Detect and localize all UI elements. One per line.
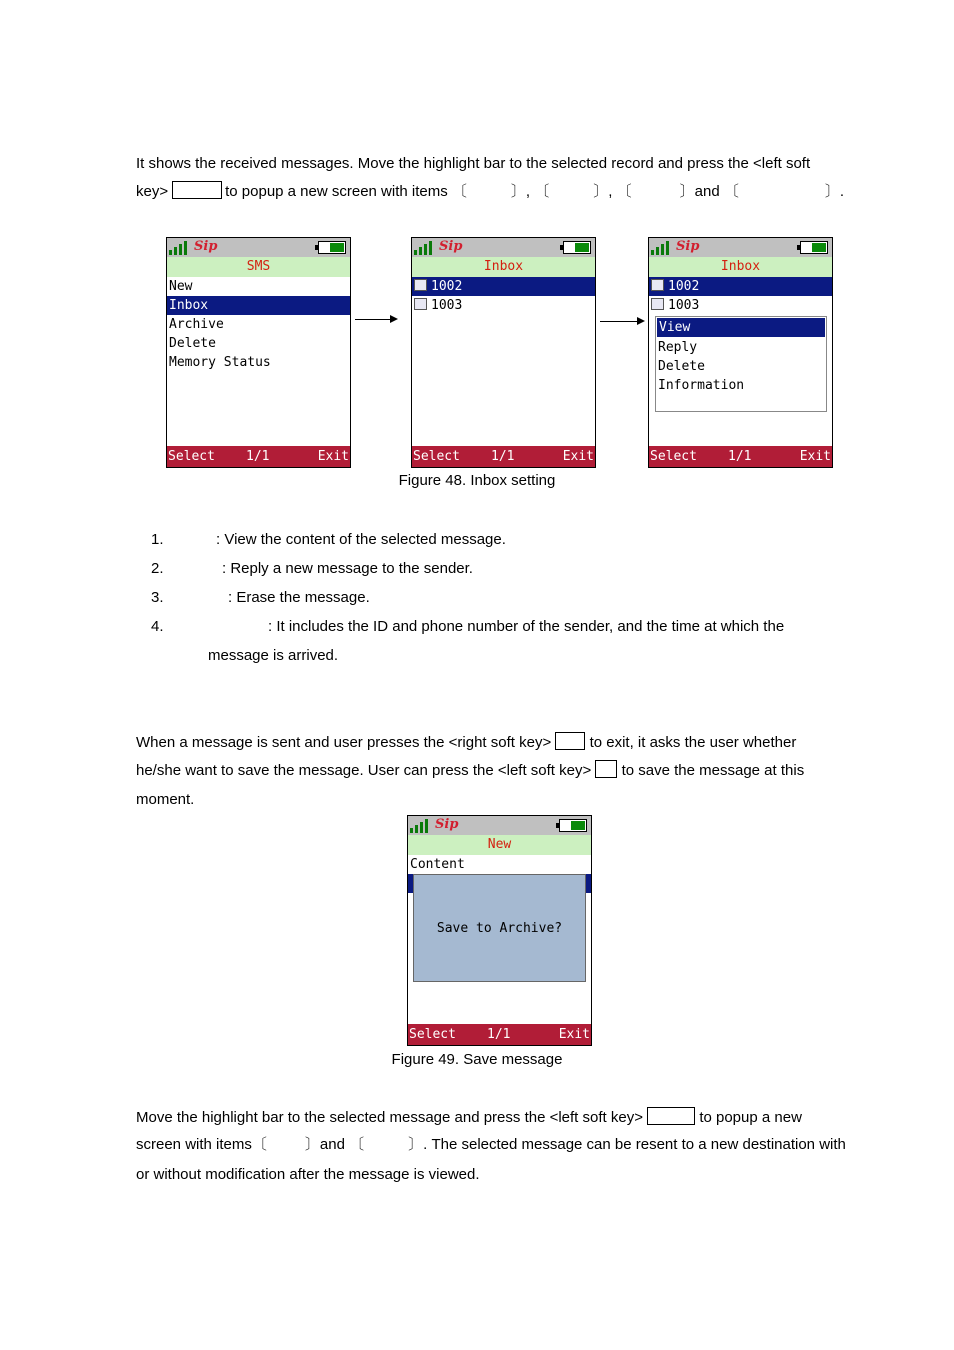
signal-icon — [414, 240, 438, 255]
screen-title: SMS — [167, 257, 350, 277]
para3-text: Move the highlight bar to the selected message and press the <left soft key> — [136, 1109, 643, 1126]
list-text: : Erase the message. — [228, 589, 370, 606]
menu-item-memory-status[interactable]: Memory Status — [169, 355, 271, 370]
phone-save-dialog — [407, 815, 592, 1046]
phone-inbox — [411, 237, 596, 468]
menu-item-content[interactable]: Content — [410, 857, 465, 872]
message-row[interactable] — [649, 277, 832, 296]
para3-line-1 — [136, 1104, 866, 1133]
para2-text: he/she want to save the message. User can press the <left soft key> — [136, 762, 592, 779]
page-indicator: 1/1 — [728, 449, 752, 464]
message-row[interactable] — [412, 296, 595, 315]
list-item — [151, 554, 851, 583]
page-indicator: 1/1 — [487, 1027, 511, 1042]
battery-icon — [800, 241, 828, 254]
figure-caption-49: Figure 49. Save message — [391, 1051, 563, 1068]
popup-item-reply[interactable]: Reply — [658, 340, 698, 355]
softkey-bar — [408, 1024, 591, 1045]
para3-text: . The selected message can be resent to a new destination with — [423, 1136, 846, 1153]
status-bar — [408, 816, 591, 835]
sip-logo: Sip — [439, 239, 463, 254]
para2-line-1 — [136, 729, 866, 758]
envelope-icon — [651, 298, 664, 310]
para2-text: to exit, it asks the user whether — [589, 734, 797, 751]
softkey-placeholder-box — [595, 760, 617, 778]
sip-logo: Sip — [194, 239, 218, 254]
screen-title: Inbox — [412, 257, 595, 277]
list-item — [151, 583, 851, 612]
popup-item-delete[interactable]: Delete — [658, 359, 705, 374]
softkey-placeholder-box — [647, 1107, 695, 1125]
envelope-icon — [414, 279, 427, 291]
options-popup — [655, 316, 827, 412]
list-text: : View the content of the selected message. — [216, 531, 506, 548]
message-row[interactable] — [412, 277, 595, 296]
message-sender: 1002 — [431, 279, 463, 294]
arrow-icon — [355, 319, 396, 320]
message-sender: 1002 — [668, 279, 700, 294]
softkey-exit[interactable]: Exit — [799, 449, 831, 464]
status-bar — [649, 238, 832, 257]
softkey-select[interactable]: Select — [413, 449, 460, 464]
para2-line-3: moment. — [136, 791, 195, 808]
signal-icon — [651, 240, 675, 255]
numbered-list — [151, 525, 851, 670]
list-item — [151, 525, 851, 554]
softkey-bar — [649, 446, 832, 467]
softkey-placeholder-box — [555, 732, 585, 750]
screen-title: Inbox — [649, 257, 832, 277]
save-dialog — [413, 874, 586, 982]
list-number: 3. — [151, 589, 164, 606]
intro-and: and — [694, 183, 720, 200]
para2-text: When a message is sent and user presses the <right soft key> — [136, 734, 552, 751]
intro-text-b: to popup a new screen with items — [225, 183, 448, 200]
battery-icon — [559, 819, 587, 832]
message-sender: 1003 — [431, 298, 463, 313]
popup-item-information[interactable]: Information — [658, 378, 745, 393]
list-text: : Reply a new message to the sender. — [222, 560, 473, 577]
arrow-icon — [600, 321, 643, 322]
softkey-bar — [412, 446, 595, 467]
figure-caption-48: Figure 48. Inbox setting — [398, 472, 556, 489]
para3-line-2: screen with items〔 〕and 〔 〕. The selected message can be resent to a new destination with — [136, 1136, 846, 1153]
phone-sms-menu — [166, 237, 351, 468]
para3-text: to popup a new — [699, 1109, 802, 1126]
softkey-exit[interactable]: Exit — [562, 449, 594, 464]
envelope-icon — [651, 279, 664, 291]
softkey-exit[interactable]: Exit — [317, 449, 349, 464]
intro-period: . — [839, 183, 845, 200]
softkey-exit[interactable]: Exit — [558, 1027, 590, 1042]
menu-item-inbox[interactable]: Inbox — [167, 296, 350, 315]
intro-text-a: key> — [136, 183, 169, 200]
menu-item-archive[interactable]: Archive — [169, 317, 224, 332]
intro-line-1: It shows the received messages. Move the highlight bar to the selected record and press the <left soft — [136, 155, 811, 172]
envelope-icon — [414, 298, 427, 310]
status-bar — [412, 238, 595, 257]
separator-2: , — [608, 183, 613, 200]
para2-text: to save the message at this — [621, 762, 805, 779]
signal-icon — [410, 818, 434, 833]
list-item — [151, 612, 851, 641]
screen-title: New — [408, 835, 591, 855]
message-row[interactable] — [649, 296, 832, 315]
page-indicator: 1/1 — [491, 449, 515, 464]
page-indicator: 1/1 — [246, 449, 270, 464]
list-text: : It includes the ID and phone number of the sender, and the time at which the — [268, 618, 785, 635]
para2-line-2 — [136, 757, 866, 786]
battery-icon — [318, 241, 346, 254]
list-number: 1. — [151, 531, 164, 548]
softkey-select[interactable]: Select — [409, 1027, 456, 1042]
status-bar — [167, 238, 350, 257]
softkey-bar — [167, 446, 350, 467]
phone-inbox-popup — [648, 237, 833, 468]
list-number: 4. — [151, 618, 164, 635]
softkey-placeholder-box — [172, 181, 222, 199]
para3-line-3: or without modification after the message is viewed. — [136, 1166, 480, 1183]
intro-line-2: key> to popup a new screen with items 〔 〕, 〔 〕, 〔 〕and 〔 〕. — [136, 183, 845, 200]
softkey-select[interactable]: Select — [650, 449, 697, 464]
list-number: 2. — [151, 560, 164, 577]
menu-item-delete[interactable]: Delete — [169, 336, 216, 351]
popup-item-view[interactable]: View — [657, 318, 825, 337]
menu-item-new[interactable]: New — [169, 279, 193, 294]
dialog-message: Save to Archive? — [436, 920, 563, 936]
para3-text: and — [319, 1136, 345, 1153]
sip-logo: Sip — [676, 239, 700, 254]
message-sender: 1003 — [668, 298, 700, 313]
battery-icon — [563, 241, 591, 254]
sip-logo: Sip — [435, 817, 459, 832]
separator-1: , — [525, 183, 531, 200]
list-continuation: message is arrived. — [208, 647, 339, 664]
para3-text: screen with items — [136, 1136, 252, 1153]
softkey-select[interactable]: Select — [168, 449, 215, 464]
signal-icon — [169, 240, 193, 255]
